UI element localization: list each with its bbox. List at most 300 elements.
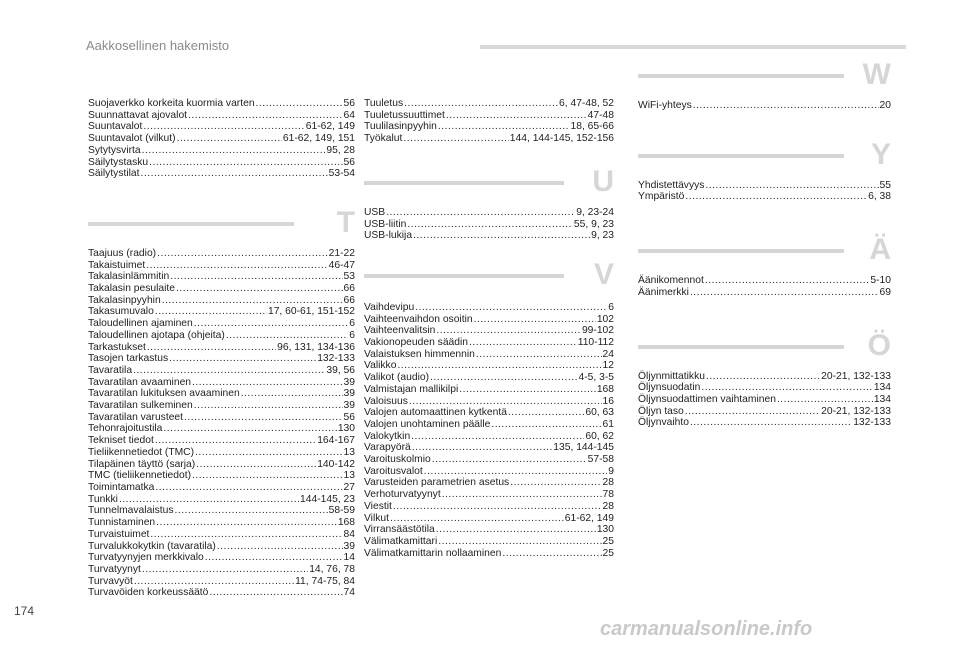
index-entry	[364, 360, 614, 372]
index-entry	[88, 306, 355, 318]
index-entry	[364, 384, 614, 396]
index-entry	[364, 454, 614, 466]
index-term: USB	[364, 206, 386, 218]
index-entry	[364, 110, 614, 122]
page-number: 174	[14, 604, 35, 618]
index-term: Säilytystasku	[88, 156, 149, 168]
index-pages: 39, 56	[326, 364, 355, 376]
index-term: Suunnattavat ajovalot	[88, 109, 188, 121]
index-term: Takalasinpyyhin	[88, 294, 161, 306]
letter-rule	[88, 222, 294, 226]
dot-leader	[162, 295, 343, 307]
index-pages: 39	[343, 388, 355, 400]
index-entry	[364, 396, 614, 408]
index-pages: 95, 28	[326, 144, 355, 156]
index-group-t-continued	[364, 98, 614, 145]
index-pages: 39	[343, 376, 355, 388]
index-term: Toimintamatka	[88, 481, 155, 493]
dot-leader	[192, 377, 343, 389]
dot-leader	[174, 505, 327, 517]
index-entry	[88, 529, 355, 541]
index-entry	[88, 145, 355, 157]
index-pages: 9	[608, 465, 614, 477]
index-pages: 61	[602, 418, 614, 430]
index-pages: 66	[343, 294, 355, 306]
index-term: Varusteiden parametrien asetus	[364, 477, 510, 489]
index-entry	[364, 466, 614, 478]
index-pages: 6, 47-48, 52	[559, 98, 614, 109]
index-entry	[364, 133, 614, 145]
dot-leader	[438, 121, 570, 133]
index-term: Varapyörä	[364, 442, 411, 454]
letter-label: U	[592, 164, 614, 198]
index-term: Suuntavalot	[88, 121, 143, 133]
index-pages: 130	[337, 423, 355, 435]
index-entry	[638, 417, 891, 429]
index-entry	[88, 494, 355, 506]
dot-leader	[188, 110, 342, 122]
dot-leader	[133, 365, 325, 377]
index-term: TMC (tieliikennetiedot)	[88, 470, 192, 482]
index-term: Vaihdevipu	[364, 301, 415, 313]
dot-leader	[411, 431, 584, 443]
index-term: Tavaratilan varusteet	[88, 411, 184, 423]
dot-leader	[502, 548, 601, 560]
index-entry	[88, 318, 355, 330]
index-entry	[88, 98, 355, 110]
index-pages: 9, 23	[591, 230, 614, 242]
index-entry	[88, 353, 355, 365]
dot-leader	[430, 372, 577, 384]
index-entry	[364, 121, 614, 133]
index-entry	[88, 447, 355, 459]
index-term: Valmistajan mallikilpi	[364, 383, 459, 395]
dot-leader	[705, 180, 878, 192]
dot-leader	[155, 306, 267, 318]
index-term: Tunkki	[88, 493, 118, 505]
index-term: Öljynsuodatin	[638, 382, 701, 394]
index-entry	[364, 407, 614, 419]
index-pages: 74	[343, 587, 355, 599]
dot-leader	[415, 302, 607, 314]
index-term: Valojen automaattinen kytkentä	[364, 407, 507, 419]
index-pages: 14	[343, 552, 355, 564]
index-pages: 168	[337, 517, 355, 529]
index-term: Tunnelmavalaistus	[88, 505, 174, 517]
dot-leader	[194, 400, 343, 412]
index-entry	[638, 371, 891, 383]
dot-leader	[176, 283, 343, 295]
index-term: Ympäristö	[638, 191, 685, 203]
index-column-2	[364, 98, 614, 559]
index-term: Äänimerkki	[638, 286, 689, 298]
index-pages: 96, 131, 134-136	[277, 341, 355, 353]
index-entry	[638, 191, 891, 203]
index-term: Virransäästötila	[364, 524, 435, 536]
dot-leader	[194, 318, 349, 330]
dot-leader	[424, 466, 608, 478]
index-term: Tavaratilan avaaminen	[88, 376, 192, 388]
dot-leader	[142, 564, 308, 576]
index-term: Öljynmittatikku	[638, 370, 705, 382]
dot-leader	[510, 477, 601, 489]
dot-leader	[205, 552, 343, 564]
index-term: Säilytystilat	[88, 168, 140, 180]
dot-leader	[491, 419, 601, 431]
letter-heading-t	[88, 205, 355, 248]
index-entry	[88, 377, 355, 389]
index-term: Öljynvaihto	[638, 417, 689, 429]
index-entry	[88, 110, 355, 122]
index-entry	[88, 412, 355, 424]
index-pages: 25	[602, 547, 614, 559]
index-pages: 61-62, 149, 151	[282, 133, 355, 145]
index-pages: 140-142	[317, 458, 355, 470]
index-pages: 16	[602, 395, 614, 407]
dot-leader	[442, 489, 602, 501]
index-pages: 25	[602, 535, 614, 547]
index-pages: 13	[343, 470, 355, 482]
index-term: Turvatyynyjen merkkivalo	[88, 552, 204, 564]
index-entry	[88, 342, 355, 354]
index-entry	[88, 423, 355, 435]
letter-label: Ä	[869, 233, 891, 267]
index-pages: 28	[602, 500, 614, 512]
letter-heading-u	[364, 164, 614, 207]
index-term: Vilkut	[364, 512, 389, 524]
index-pages: 130	[596, 524, 614, 536]
dot-leader	[217, 541, 343, 553]
dot-leader	[147, 342, 276, 354]
index-entry	[88, 564, 355, 576]
index-term: USB-liitin	[364, 218, 407, 230]
index-term: WiFi-yhteys	[638, 100, 692, 111]
dot-leader	[446, 110, 587, 122]
index-entry	[88, 459, 355, 471]
index-pages: 132-133	[317, 353, 355, 365]
index-term: Takaistuimet	[88, 259, 146, 271]
index-pages: 14, 76, 78	[309, 563, 355, 575]
dot-leader	[393, 501, 602, 513]
index-term: Tilapäinen täyttö (sarja)	[88, 458, 196, 470]
index-pages: 64	[343, 109, 355, 121]
dot-leader	[777, 394, 873, 406]
index-term: Tieliikennetiedot (TMC)	[88, 446, 195, 458]
index-entry	[88, 248, 355, 260]
index-entry	[364, 207, 614, 219]
index-term: Turvavöiden korkeussäätö	[88, 587, 209, 599]
index-entry	[364, 337, 614, 349]
dot-leader	[476, 349, 602, 361]
index-term: Taloudellinen ajotapa (ohjeita)	[88, 329, 225, 341]
index-pages: 60, 63	[585, 407, 614, 419]
index-entry	[88, 482, 355, 494]
index-pages: 20	[879, 100, 891, 111]
index-entry	[88, 330, 355, 342]
dot-leader	[170, 271, 342, 283]
letter-rule	[638, 249, 844, 253]
index-pages: 144-145, 23	[300, 493, 355, 505]
letter-heading-v	[364, 257, 614, 300]
index-term: Varoituskolmio	[364, 454, 431, 466]
dot-leader	[146, 260, 327, 272]
dot-leader	[142, 145, 326, 157]
index-pages: 39	[343, 400, 355, 412]
index-pages: 20-21, 132-133	[821, 405, 891, 417]
letter-heading-w	[638, 60, 891, 100]
index-entry	[638, 100, 891, 112]
dot-leader	[177, 133, 282, 145]
index-entry	[364, 219, 614, 231]
watermark: carmanualsonline.info	[600, 618, 813, 640]
index-term: Valoisuus	[364, 395, 408, 407]
index-term: Valokytkin	[364, 430, 411, 442]
dot-leader	[256, 98, 343, 110]
index-pages: 5-10	[870, 275, 891, 287]
index-term: Tuuletussuuttimet	[364, 109, 445, 121]
index-entry	[364, 513, 614, 525]
index-entry	[88, 470, 355, 482]
dot-leader	[705, 275, 870, 287]
index-entry	[364, 524, 614, 536]
index-pages: 56	[343, 411, 355, 423]
index-pages: 21-22	[328, 247, 355, 259]
index-entry	[88, 283, 355, 295]
index-pages: 57-58	[587, 454, 614, 466]
index-term: USB-lukija	[364, 230, 413, 242]
dot-leader	[209, 587, 342, 599]
index-entry	[88, 552, 355, 564]
index-pages: 53	[343, 271, 355, 283]
index-entry	[88, 295, 355, 307]
dot-leader	[474, 314, 596, 326]
index-term: Tekniset tiedot	[88, 435, 154, 447]
dot-leader	[196, 459, 316, 471]
index-pages: 84	[343, 528, 355, 540]
index-term: Työkalut	[364, 133, 403, 145]
index-term: Valojen unohtaminen päälle	[364, 418, 491, 430]
index-pages: 56	[343, 156, 355, 168]
index-pages: 11, 74-75, 84	[295, 575, 355, 587]
dot-leader	[469, 337, 577, 349]
index-pages: 168	[596, 383, 614, 395]
dot-leader	[690, 287, 879, 299]
index-entry	[638, 406, 891, 418]
index-term: Välimatkamittari	[364, 535, 438, 547]
letter-rule	[638, 74, 844, 78]
dot-leader	[397, 360, 601, 372]
index-entry	[88, 435, 355, 447]
index-pages: 55	[879, 179, 891, 191]
index-term: Tarkastukset	[88, 341, 146, 353]
index-entry	[638, 382, 891, 394]
index-entry	[88, 271, 355, 283]
index-term: Vakionopeuden säädin	[364, 337, 469, 349]
index-term: Valaistuksen himmennin	[364, 348, 475, 360]
dot-leader	[150, 529, 342, 541]
page-header-title: Aakkosellinen hakemisto	[86, 38, 230, 53]
letter-label: Y	[870, 137, 891, 171]
dot-leader	[192, 470, 343, 482]
index-pages: 24	[602, 348, 614, 360]
dot-leader	[404, 98, 558, 110]
index-term: Äänikomennot	[638, 275, 704, 287]
index-entry	[364, 349, 614, 361]
dot-leader	[134, 576, 294, 588]
index-entry	[88, 260, 355, 272]
letter-label: Ö	[867, 328, 891, 362]
index-pages: 39	[343, 540, 355, 552]
index-term: Varoitusvalot	[364, 465, 423, 477]
index-pages: 17, 60-61, 151-152	[267, 306, 355, 318]
dot-leader	[169, 353, 316, 365]
index-pages: 144, 144-145, 152-156	[509, 133, 614, 145]
dot-leader	[149, 157, 342, 169]
index-entry	[364, 442, 614, 454]
dot-leader	[706, 371, 820, 383]
index-entry	[88, 576, 355, 588]
index-pages: 164-167	[317, 435, 355, 447]
index-term: Tavaratilan lukituksen avaaminen	[88, 388, 240, 400]
dot-leader	[155, 482, 342, 494]
index-entry	[88, 157, 355, 169]
index-pages: 4-5, 3-5	[578, 372, 614, 384]
index-term: Suojaverkko korkeita kuormia varten	[88, 98, 255, 109]
index-term: Taloudellinen ajaminen	[88, 318, 193, 330]
index-pages: 135, 144-145	[553, 442, 614, 454]
dot-leader	[693, 100, 879, 112]
index-term: Viestit	[364, 500, 392, 512]
letter-heading-oe	[638, 328, 891, 371]
dot-leader	[226, 330, 348, 342]
index-group-oe	[638, 371, 891, 430]
index-group-y	[638, 180, 891, 203]
index-entry	[364, 372, 614, 384]
index-term: Turvaistuimet	[88, 528, 150, 540]
index-term: Välimatkamittarin nollaaminen	[364, 547, 502, 559]
dot-leader	[195, 447, 342, 459]
index-term: Turvavyöt	[88, 575, 133, 587]
dot-leader	[436, 524, 596, 536]
index-pages: 61-62, 149	[305, 121, 355, 133]
index-term: Valikot (audio)	[364, 372, 430, 384]
dot-leader	[436, 325, 581, 337]
index-pages: 12	[602, 360, 614, 372]
dot-leader	[157, 248, 328, 260]
dot-leader	[390, 513, 564, 525]
dot-leader	[386, 207, 575, 219]
index-pages: 61-62, 149	[564, 512, 614, 524]
dot-leader	[412, 442, 553, 454]
dot-leader	[438, 536, 601, 548]
letter-label: T	[336, 205, 355, 239]
index-term: Öljynsuodattimen vaihtaminen	[638, 393, 776, 405]
index-entry	[364, 230, 614, 242]
index-group-ae	[638, 275, 891, 298]
dot-leader	[143, 121, 304, 133]
index-term: Tavaratilan sulkeminen	[88, 400, 193, 412]
letter-heading-y	[638, 137, 891, 180]
letter-heading-ae	[638, 235, 891, 275]
index-term: Yhdistettävyys	[638, 179, 705, 191]
index-entry	[88, 168, 355, 180]
index-column-1	[88, 98, 355, 599]
dot-leader	[141, 168, 328, 180]
index-entry	[364, 501, 614, 513]
index-entry	[88, 400, 355, 412]
dot-leader	[685, 191, 867, 203]
index-pages: 78	[602, 489, 614, 501]
index-entry	[364, 536, 614, 548]
index-term: Vaihteenvaihdon osoitin	[364, 313, 473, 325]
index-entry	[88, 365, 355, 377]
index-entry	[638, 394, 891, 406]
dot-leader	[184, 412, 343, 424]
index-term: Tuulilasinpyyhin	[364, 121, 437, 133]
letter-rule	[364, 181, 564, 185]
dot-leader	[163, 423, 336, 435]
letter-rule	[364, 274, 564, 278]
index-term: Takalasin pesulaite	[88, 283, 176, 295]
index-pages: 9, 23-24	[576, 206, 614, 218]
dot-leader	[156, 517, 337, 529]
index-term: Turvatyynyt	[88, 563, 141, 575]
index-group-u	[364, 207, 614, 242]
index-pages: 18, 65-66	[570, 121, 614, 133]
index-group-v	[364, 302, 614, 559]
index-entry	[364, 419, 614, 431]
index-pages: 28	[602, 477, 614, 489]
index-entry	[364, 302, 614, 314]
index-pages: 110-112	[577, 337, 614, 349]
index-entry	[364, 325, 614, 337]
dot-leader	[241, 388, 343, 400]
index-term: Öljyn taso	[638, 405, 684, 417]
dot-leader	[701, 382, 872, 394]
index-pages: 132-133	[853, 417, 891, 429]
index-term: Verhoturvatyynyt	[364, 489, 441, 501]
letter-rule	[638, 154, 844, 158]
header-divider	[480, 45, 906, 49]
letter-label: V	[593, 257, 614, 291]
index-entry	[88, 121, 355, 133]
index-term: Takasumuvalo	[88, 306, 154, 318]
index-term: Tasojen tarkastus	[88, 353, 169, 365]
index-pages: 47-48	[587, 109, 614, 121]
index-entry	[364, 431, 614, 443]
index-entry	[88, 505, 355, 517]
index-term: Tuuletus	[364, 98, 404, 109]
index-pages: 13	[343, 446, 355, 458]
index-entry	[88, 133, 355, 145]
index-entry	[364, 548, 614, 560]
index-entry	[364, 98, 614, 110]
index-column-3	[638, 60, 891, 429]
index-pages: 53-54	[328, 168, 355, 180]
index-pages: 6	[349, 329, 355, 341]
index-entry	[88, 587, 355, 599]
index-pages: 6	[349, 318, 355, 330]
index-pages: 6, 38	[868, 191, 891, 203]
index-term: Tunnistaminen	[88, 517, 156, 529]
index-pages: 55, 9, 23	[573, 218, 614, 230]
letter-label: W	[862, 58, 891, 91]
index-pages: 6	[608, 301, 614, 313]
dot-leader	[508, 407, 584, 419]
index-pages: 58-59	[328, 505, 355, 517]
dot-leader	[413, 230, 590, 242]
index-term: Tavaratila	[88, 364, 133, 376]
